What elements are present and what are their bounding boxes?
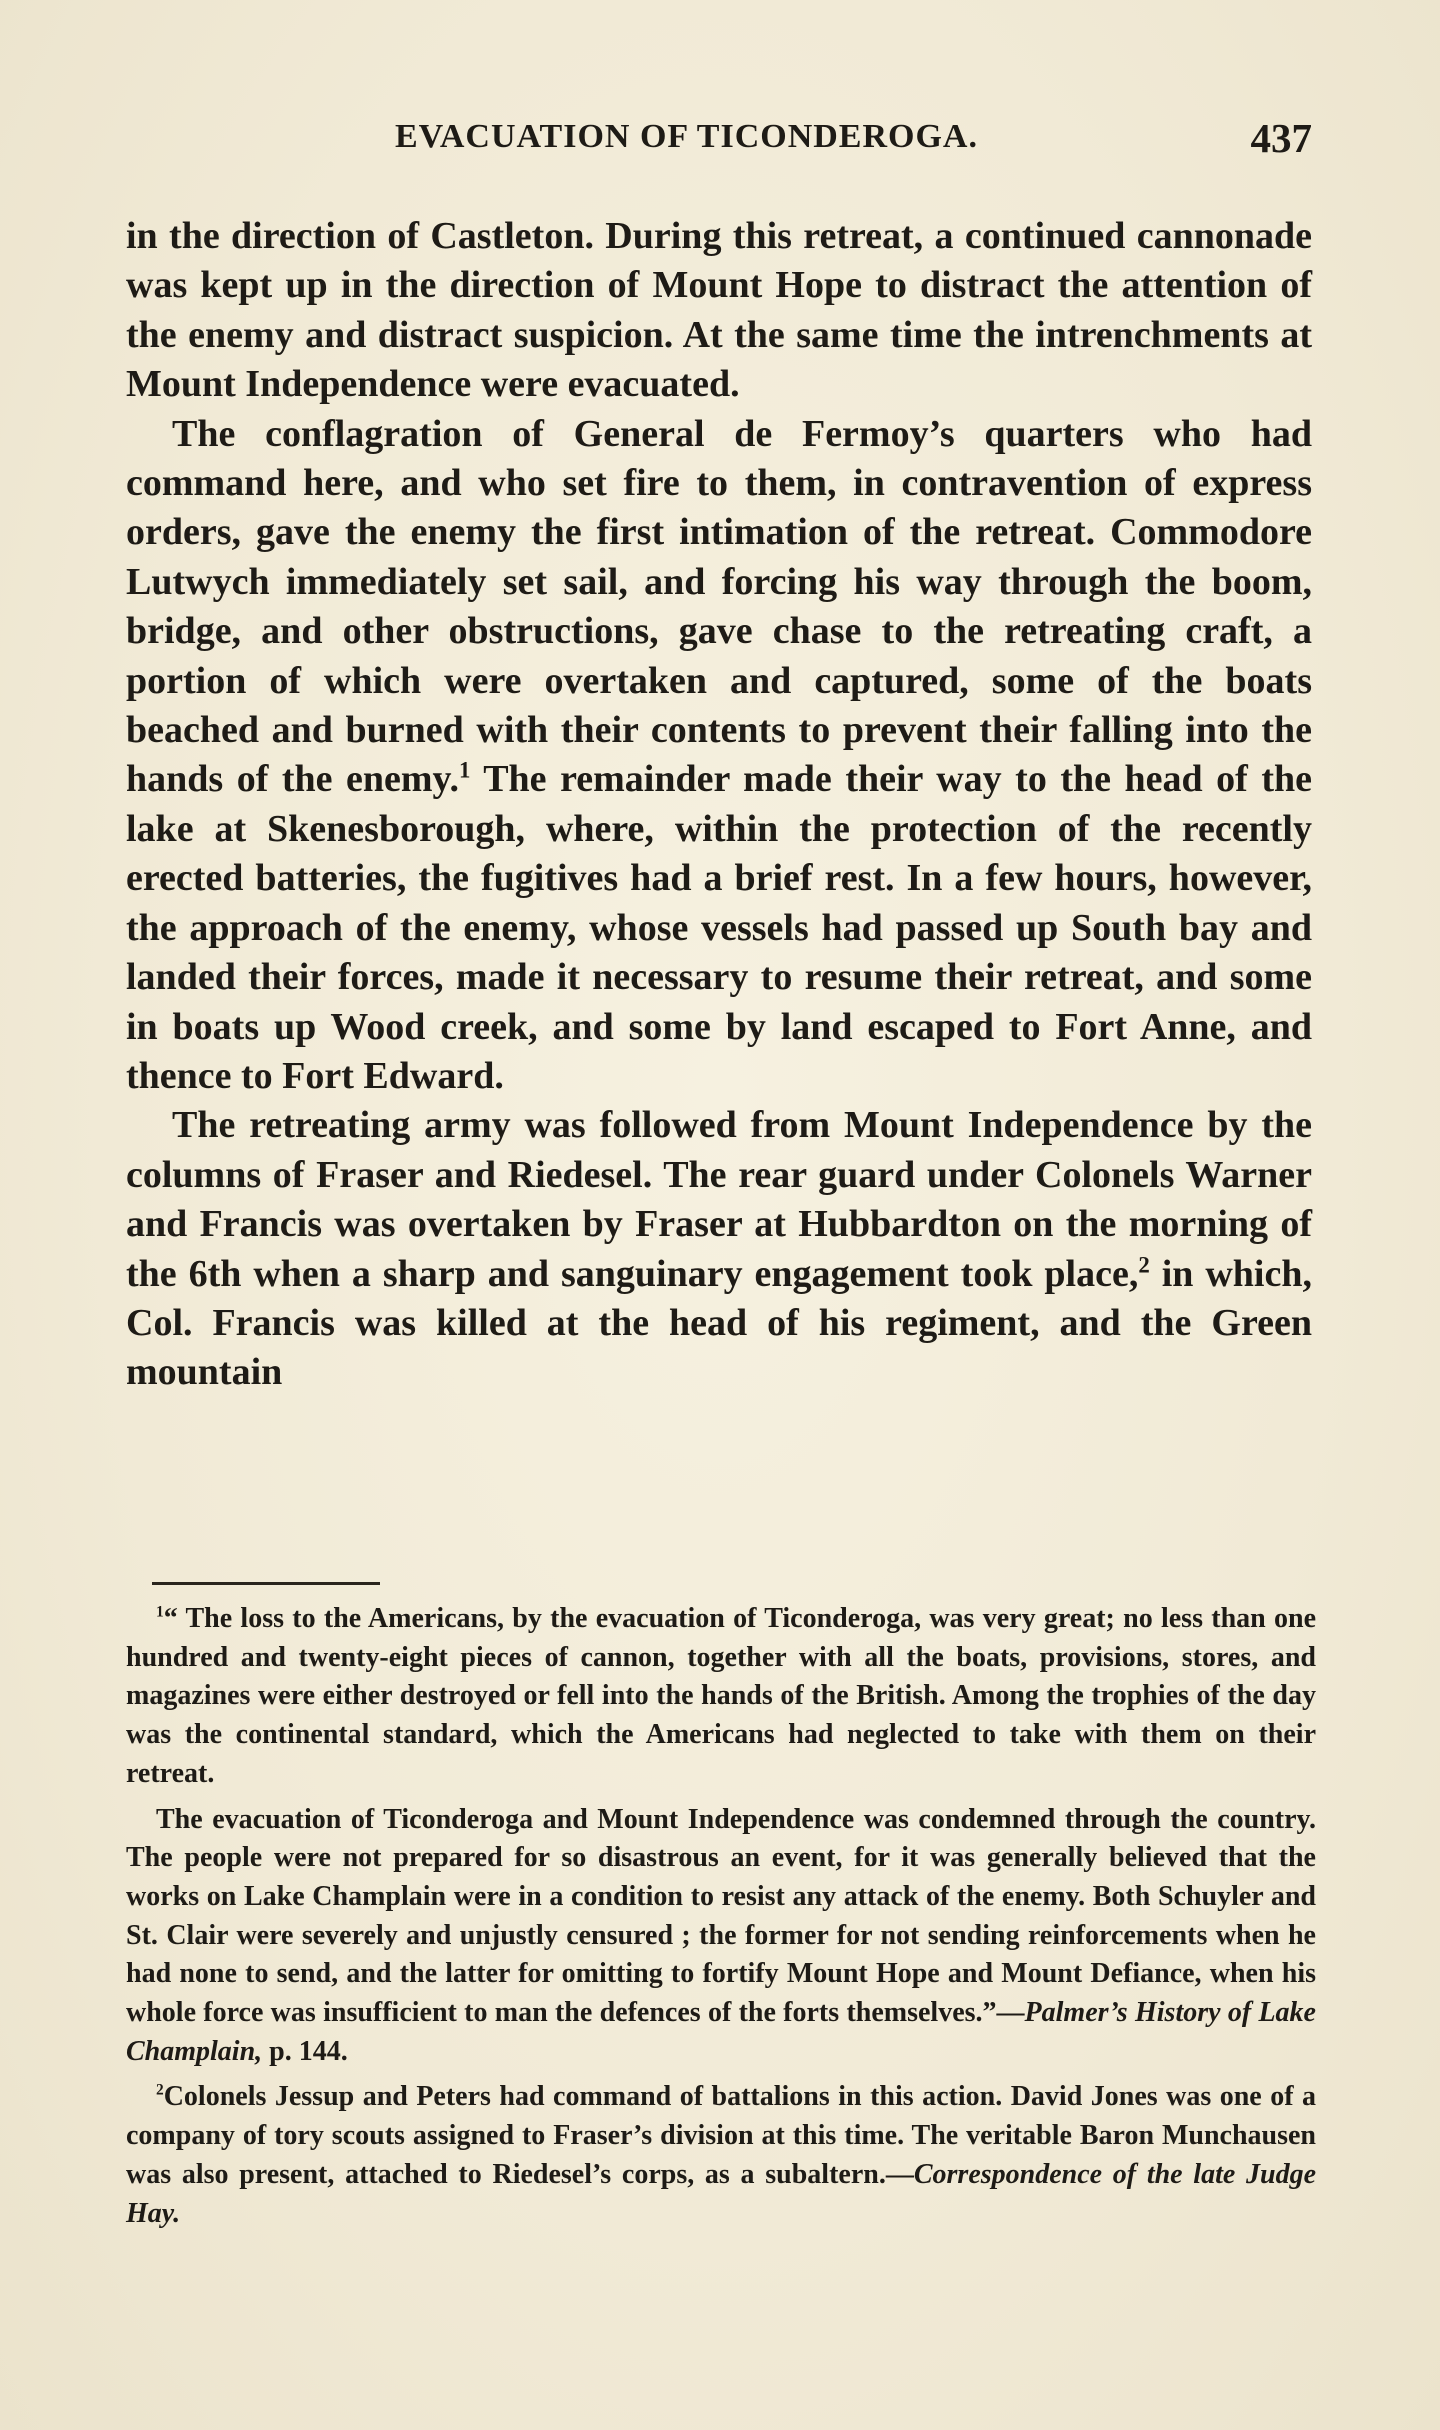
footnote-2-text: Colonels Jessup and Peters had command of battalions in this action. David Jones was one of a company of tory scouts assigned to Fraser’s division at this time. The veritable Baron Munchausen was also present, attached to Riedesel’s corps, as a subaltern.— [126, 2081, 1316, 2190]
footnote-1-continued-text: The evacuation of Ticonderoga and Mount Independence was condemned through the country. The people were not prepared for so disastrous an event, for it was generally believed that the works on Lake Champlain were in a condition to resist any attack of the enemy. Both Schuyler and St. Clair were severely and unjustly censured ; the former for not sending reinforcements when he had none to send, and the latter for omitting to fortify Mount Hope and Mount Defiance, when his whole force was insufficient to man the defences of the forts themselves.”— [126, 1803, 1316, 2029]
paragraph-1 [126, 212, 1312, 410]
footnote-1-text: “ The loss to the Americans, by the evacuation of Ticonderoga, was very great; no less than one hundred and twenty-eight pieces of cannon, together with all the boats, provisions, stores, and magazines were either destroyed or fell into the hands of the British. Among the trophies of the day was the continental standard, which the Americans had neglected to take with them on their retreat. [126, 1603, 1316, 1789]
paragraph-1-text: in the direction of Castleton. During this retreat, a continued cannonade was kept up in the direction of Mount Hope to distract the attention of the enemy and distract suspicion. At the same time the intrenchments at Mount Independence were evacuated. [126, 215, 1312, 406]
footnote-2-citation: Correspondence of the late Judge Hay. [126, 2158, 1317, 2229]
footnote-ref-1: 1 [458, 757, 471, 783]
paragraph-3-text-b: in which, Col. Francis was killed at the head of his regiment, and the Green mountain [126, 1252, 1312, 1394]
footnote-1-continued [126, 1801, 1316, 2072]
footnote-divider [152, 1582, 380, 1585]
main-text [126, 212, 1312, 1398]
paragraph-3-text-a: The retreating army was followed from Mount Independence by the columns of Fraser and Riedesel. The rear guard under Colonels Warner and Francis was overtaken by Fraser at Hubbardton on the morning of the 6th when a sharp and sanguinary engagement took place, [126, 1104, 1312, 1295]
paragraph-3 [126, 1101, 1312, 1397]
footnote-ref-2: 2 [1138, 1251, 1150, 1277]
paragraph-2-text-a: The conflagration of General de Fermoy’s quarters who had command here, and who set fire to them, in contravention of express orders, gave the enemy the first intimation of the retreat. Commodore Lutwych immediately set sail, and forcing his way through the boom, bridge, and other obstructions, gave chase to the retreating craft, a portion of which were overtaken and captured, some of the boats beached and burned with their contents to prevent their falling into the hands of the enemy. [126, 412, 1312, 801]
footnote-1 [126, 1600, 1316, 1794]
footnotes [126, 1600, 1316, 2233]
paragraph-2 [126, 410, 1312, 1102]
page-number: 437 [1250, 115, 1312, 161]
footnote-1-mark: 1 [156, 1603, 164, 1621]
footnote-2 [126, 2078, 1316, 2233]
running-head: EVACUATION OF TICONDEROGA. [395, 118, 978, 155]
page-header [395, 115, 1312, 178]
footnote-2-mark: 2 [156, 2082, 164, 2100]
footnote-1-page-ref: p. 144. [262, 2035, 348, 2067]
footnote-1-citation: Palmer’s History of Lake Champlain, [126, 1997, 1316, 2067]
paragraph-2-text-b: The remainder made their way to the head of the lake at Skenesborough, where, within the protection of the recently erected batteries, the fugitives had a brief rest. In a few hours, however, the approach of the enemy, whose vessels had passed up South bay and landed their forces, made it necessary to resume their retreat, and some in boats up Wood creek, and some by land escaped to Fort Anne, and thence to Fort Edward. [126, 758, 1312, 1097]
